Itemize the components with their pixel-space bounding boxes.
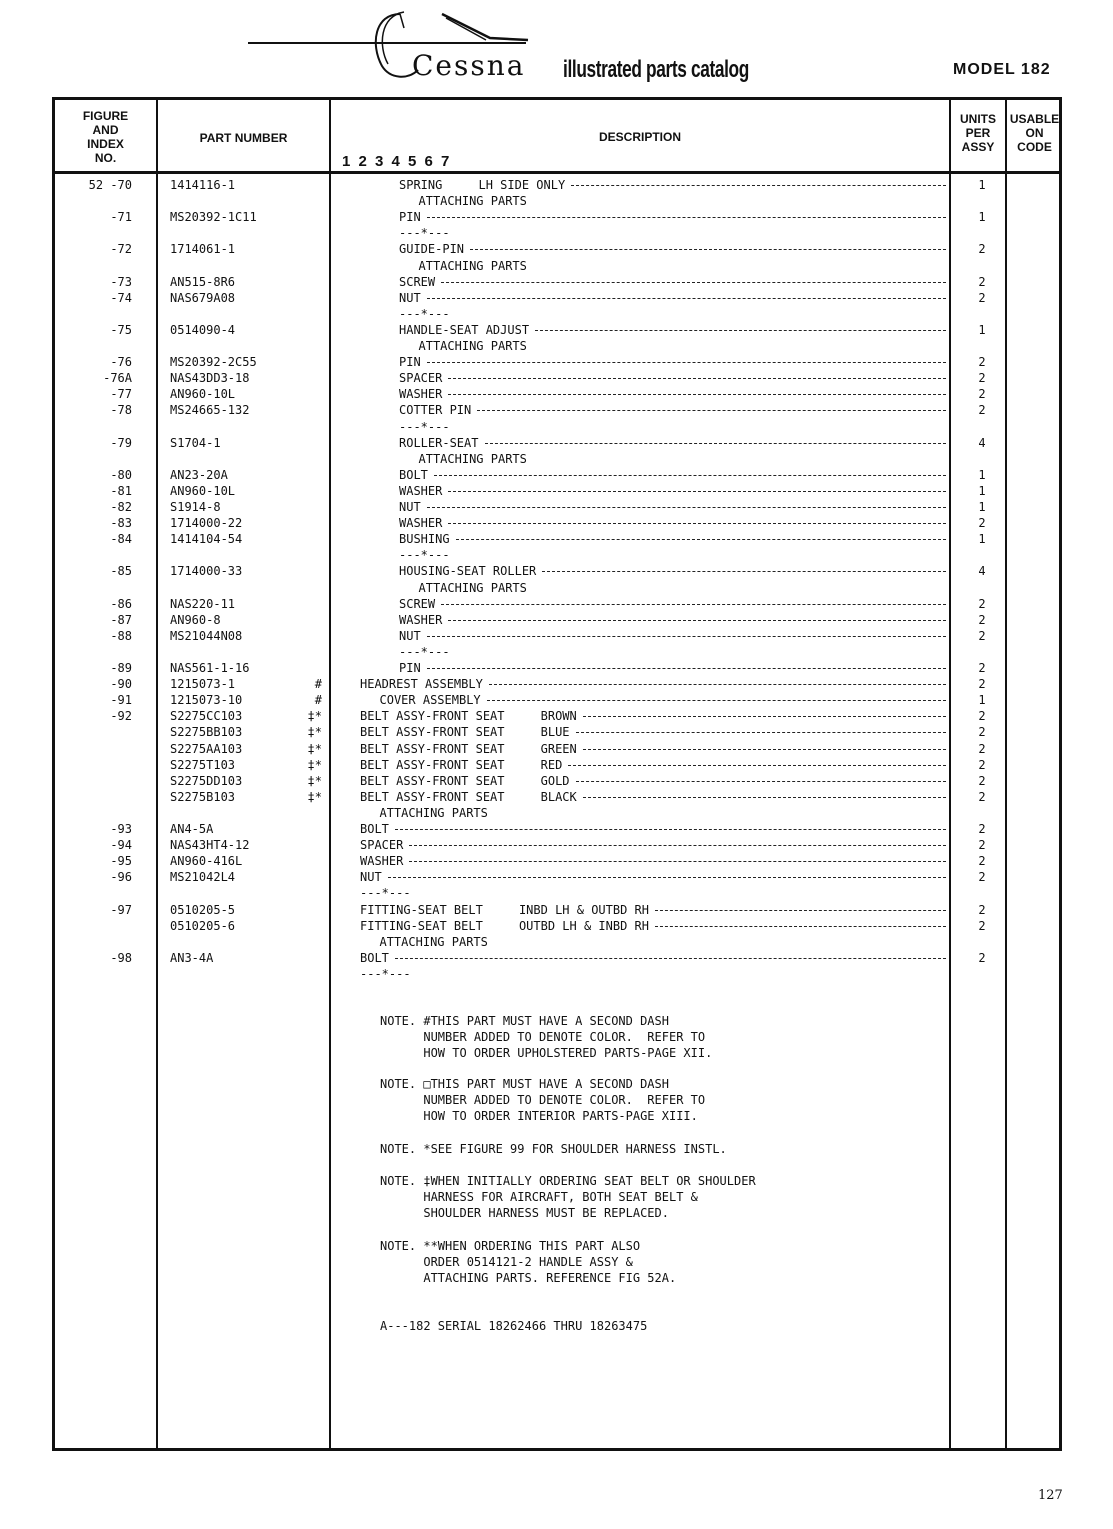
figure-index: -73 (110, 274, 132, 289)
catalog-note: NOTE. □THIS PART MUST HAVE A SECOND DASH NUMBER ADDED TO DENOTE COLOR. REFER TO HOW TO ORDER INTERIOR PARTS-PAGE XIII. (380, 1077, 706, 1123)
figure-index: -79 (110, 435, 132, 450)
table-row (0, 837, 1113, 853)
part-number: AN960-10L (170, 483, 236, 498)
leader-line (568, 765, 946, 766)
part-description: BELT ASSY-FRONT SEAT RED (360, 757, 563, 772)
catalog-note: NOTE. #THIS PART MUST HAVE A SECOND DASH NUMBER ADDED TO DENOTE COLOR. REFER TO HOW TO ORDER UPHOLSTERED PARTS-PAGE XII. (380, 1014, 713, 1060)
part-marker: # (314, 693, 322, 708)
table-row (0, 885, 1113, 901)
figure-index: -72 (110, 242, 132, 257)
part-number: NAS43HT4-12 (170, 838, 250, 853)
units-per-assy: 1 (978, 693, 986, 708)
part-description: WASHER (399, 483, 443, 498)
table-row (0, 692, 1113, 708)
table-row (0, 918, 1113, 934)
leader-line (456, 539, 946, 540)
part-description: WASHER (399, 612, 443, 627)
part-description: HEADREST ASSEMBLY (360, 677, 483, 692)
part-description: FITTING-SEAT BELT INBD LH & OUTBD RH (360, 902, 649, 917)
leader-line (434, 475, 946, 476)
part-number: AN3-4A (170, 950, 214, 965)
serial-effectivity-note: A---182 SERIAL 18262466 THRU 18263475 (380, 1319, 648, 1333)
part-number: 1714000-22 (170, 516, 243, 531)
model-label: MODEL 182 (953, 61, 1051, 78)
part-description: SCREW (399, 274, 436, 289)
column-header-description: DESCRIPTION (598, 130, 681, 144)
leader-line (470, 249, 946, 250)
figure-index: -80 (110, 467, 132, 482)
leader-line (477, 410, 946, 411)
units-per-assy: 2 (978, 757, 986, 772)
table-row (0, 708, 1113, 724)
table-row (0, 563, 1113, 579)
table-row (0, 515, 1113, 531)
part-description: COVER ASSEMBLY (379, 693, 481, 708)
part-description: SPRING LH SIDE ONLY (399, 178, 566, 192)
part-number: MS21044N08 (170, 628, 243, 643)
table-row (0, 209, 1113, 225)
figure-index: -94 (110, 838, 132, 853)
table-row (0, 402, 1113, 418)
column-header-units: UNITS PER ASSY (960, 112, 996, 154)
part-description: NUT (360, 870, 382, 885)
part-description: BELT ASSY-FRONT SEAT BLUE (360, 725, 570, 740)
units-per-assy: 2 (978, 516, 986, 531)
part-description: ---*--- (399, 644, 450, 659)
part-number: NAS561-1-16 (170, 661, 250, 675)
table-row (0, 869, 1113, 885)
part-number: AN515-8R6 (170, 274, 236, 289)
table-row (0, 789, 1113, 805)
part-description: NUT (399, 628, 421, 643)
table-row (0, 435, 1113, 451)
part-number: AN960-10L (170, 387, 236, 402)
leader-line (427, 362, 946, 363)
leader-line (427, 507, 946, 508)
part-number: S2275T103 (170, 757, 236, 772)
leader-line (571, 185, 946, 186)
part-description: ---*--- (360, 886, 411, 901)
part-description: ATTACHING PARTS (418, 258, 527, 273)
leader-line (409, 845, 946, 846)
part-description: SPACER (399, 371, 443, 386)
part-description: ATTACHING PARTS (418, 451, 527, 466)
table-row (0, 644, 1113, 660)
leader-line (542, 571, 946, 572)
table-row (0, 934, 1113, 950)
units-per-assy: 2 (978, 789, 986, 804)
brand-name: Cessna (412, 49, 526, 82)
figure-index: -81 (110, 483, 132, 498)
leader-line (441, 282, 946, 283)
leader-line (388, 877, 946, 878)
part-description: ---*--- (360, 966, 411, 981)
part-description: NUT (399, 500, 421, 514)
part-description: ---*--- (399, 226, 450, 241)
table-row (0, 258, 1113, 274)
part-description: ---*--- (399, 306, 450, 321)
part-number: NAS679A08 (170, 290, 236, 305)
figure-index: -76 (110, 355, 132, 370)
units-per-assy: 2 (978, 773, 986, 788)
leader-line (448, 491, 946, 492)
part-description: ATTACHING PARTS (418, 339, 527, 353)
part-number: 0514090-4 (170, 322, 236, 337)
part-number: 0510205-5 (170, 902, 236, 917)
table-row (0, 773, 1113, 789)
part-description: WASHER (399, 516, 443, 531)
units-per-assy: 2 (978, 950, 986, 965)
table-row (0, 805, 1113, 821)
figure-index: -87 (110, 612, 132, 627)
part-description: WASHER (399, 387, 443, 402)
part-description: FITTING-SEAT BELT OUTBD LH & INBD RH (360, 918, 649, 933)
leader-line (427, 668, 946, 669)
leader-line (427, 298, 946, 299)
units-per-assy: 2 (978, 274, 986, 289)
units-per-assy: 2 (978, 355, 986, 370)
part-description: BELT ASSY-FRONT SEAT BLACK (360, 789, 577, 804)
leader-line (583, 716, 946, 717)
figure-index: -92 (110, 709, 132, 724)
part-description: BUSHING (399, 532, 450, 547)
table-row (0, 757, 1113, 773)
figure-index: -95 (110, 854, 132, 869)
part-marker: ‡* (307, 725, 322, 740)
table-row (0, 467, 1113, 483)
leader-line (576, 732, 946, 733)
part-number: 1714000-33 (170, 564, 243, 579)
units-per-assy: 2 (978, 242, 986, 257)
column-header-part-number: PART NUMBER (199, 131, 288, 145)
table-row (0, 612, 1113, 628)
units-per-assy: 2 (978, 870, 986, 885)
table-row (0, 193, 1113, 209)
table-row (0, 741, 1113, 757)
part-number: 1714061-1 (170, 242, 236, 257)
part-description: ATTACHING PARTS (418, 580, 527, 595)
part-number: MS20392-1C11 (170, 210, 257, 225)
part-marker: ‡* (307, 757, 322, 772)
catalog-note: NOTE. ‡WHEN INITIALLY ORDERING SEAT BELT OR SHOULDER HARNESS FOR AIRCRAFT, BOTH SEAT BELT & SHOULDER HARNESS MUST BE REPLACED. (380, 1174, 756, 1220)
units-per-assy: 1 (978, 467, 986, 482)
part-number: AN4-5A (170, 822, 214, 836)
figure-index: -74 (110, 290, 132, 305)
units-per-assy: 2 (978, 709, 986, 724)
units-per-assy: 2 (978, 628, 986, 643)
table-row (0, 628, 1113, 644)
leader-line (448, 394, 946, 395)
table-row (0, 290, 1113, 306)
figure-index: 52 -70 (88, 178, 132, 192)
part-description: ROLLER-SEAT (399, 435, 479, 450)
part-number: S2275B103 (170, 789, 236, 804)
leader-line (395, 829, 946, 830)
figure-index: -88 (110, 628, 132, 643)
part-number: NAS43DD3-18 (170, 371, 250, 386)
part-description: BELT ASSY-FRONT SEAT GOLD (360, 773, 570, 788)
units-per-assy: 1 (978, 322, 986, 337)
figure-index: -71 (110, 210, 132, 225)
part-number: 1414104-54 (170, 532, 243, 547)
table-row (0, 322, 1113, 338)
part-description: BOLT (360, 822, 389, 836)
figure-index: -77 (110, 387, 132, 402)
part-description: PIN (399, 210, 421, 225)
units-per-assy: 2 (978, 612, 986, 627)
table-row (0, 338, 1113, 354)
part-number: 1215073-10 (170, 693, 243, 708)
part-number: S2275DD103 (170, 773, 243, 788)
table-row (0, 660, 1113, 676)
units-per-assy: 4 (978, 564, 986, 579)
figure-index: -76A (103, 371, 132, 386)
table-row (0, 483, 1113, 499)
figure-index: -82 (110, 500, 132, 514)
table-row (0, 451, 1113, 467)
table-row (0, 821, 1113, 837)
units-per-assy: 2 (978, 661, 986, 675)
part-description: BOLT (360, 950, 389, 965)
units-per-assy: 1 (978, 500, 986, 514)
table-row (0, 386, 1113, 402)
part-number: 1215073-1 (170, 677, 236, 692)
figure-index: -75 (110, 322, 132, 337)
leader-line (655, 910, 946, 911)
table-row (0, 370, 1113, 386)
part-description: ---*--- (399, 548, 450, 563)
part-number: AN23-20A (170, 467, 228, 482)
figure-index: -85 (110, 564, 132, 579)
part-description: WASHER (360, 854, 404, 869)
table-row (0, 499, 1113, 515)
leader-line (489, 684, 946, 685)
part-marker: ‡* (307, 789, 322, 804)
part-description: BOLT (399, 467, 428, 482)
indent-scale: 1 2 3 4 5 6 7 (342, 153, 452, 170)
units-per-assy: 2 (978, 822, 986, 836)
table-row (0, 241, 1113, 257)
catalog-title: illustrated parts catalog (563, 56, 749, 83)
units-per-assy: 2 (978, 403, 986, 418)
leader-line (583, 797, 946, 798)
table-row (0, 966, 1113, 982)
part-description: ---*--- (399, 419, 450, 434)
part-number: 1414116-1 (170, 178, 236, 192)
part-marker: ‡* (307, 741, 322, 756)
figure-index: -93 (110, 822, 132, 836)
part-description: COTTER PIN (399, 403, 472, 418)
catalog-note: NOTE. *SEE FIGURE 99 FOR SHOULDER HARNESS INSTL. (380, 1142, 727, 1156)
units-per-assy: 2 (978, 838, 986, 853)
units-per-assy: 2 (978, 596, 986, 611)
units-per-assy: 2 (978, 290, 986, 305)
part-number: MS21042L4 (170, 870, 236, 885)
figure-index: -78 (110, 403, 132, 418)
figure-index: -83 (110, 516, 132, 531)
units-per-assy: 1 (978, 532, 986, 547)
table-row (0, 902, 1113, 918)
table-row (0, 225, 1113, 241)
units-per-assy: 2 (978, 902, 986, 917)
part-description: HOUSING-SEAT ROLLER (399, 564, 537, 579)
units-per-assy: 2 (978, 677, 986, 692)
part-description: ATTACHING PARTS (379, 805, 488, 820)
leader-line (427, 217, 946, 218)
part-description: ATTACHING PARTS (379, 934, 488, 949)
table-row (0, 419, 1113, 435)
leader-line (441, 604, 946, 605)
table-row (0, 177, 1113, 193)
part-description: SCREW (399, 596, 436, 611)
page-header (0, 0, 1113, 95)
leader-line (535, 330, 946, 331)
part-number: AN960-8 (170, 612, 221, 627)
part-number: S2275AA103 (170, 741, 243, 756)
figure-index: -89 (110, 661, 132, 675)
part-marker: ‡* (307, 773, 322, 788)
table-row (0, 596, 1113, 612)
figure-index: -96 (110, 870, 132, 885)
figure-index: -97 (110, 902, 132, 917)
leader-line (485, 443, 946, 444)
figure-index: -91 (110, 693, 132, 708)
table-row (0, 354, 1113, 370)
part-description: ATTACHING PARTS (418, 194, 527, 209)
leader-line (427, 636, 946, 637)
header-rule (55, 171, 1059, 174)
table-row (0, 853, 1113, 869)
units-per-assy: 2 (978, 725, 986, 740)
part-number: S2275BB103 (170, 725, 243, 740)
leader-line (448, 523, 946, 524)
units-per-assy: 2 (978, 387, 986, 402)
part-number: S1704-1 (170, 435, 221, 450)
units-per-assy: 1 (978, 178, 986, 192)
units-per-assy: 2 (978, 371, 986, 386)
part-description: PIN (399, 355, 421, 370)
part-number: S1914-8 (170, 500, 221, 514)
part-marker: ‡* (307, 709, 322, 724)
part-description: SPACER (360, 838, 404, 853)
part-number: AN960-416L (170, 854, 243, 869)
part-number: MS24665-132 (170, 403, 250, 418)
part-description: BELT ASSY-FRONT SEAT BROWN (360, 709, 577, 724)
table-row (0, 676, 1113, 692)
units-per-assy: 4 (978, 435, 986, 450)
leader-line (576, 781, 946, 782)
part-marker: # (314, 677, 322, 692)
table-row (0, 547, 1113, 563)
part-description: GUIDE-PIN (399, 242, 465, 257)
leader-line (487, 700, 946, 701)
units-per-assy: 2 (978, 741, 986, 756)
leader-line (409, 861, 946, 862)
table-row (0, 580, 1113, 596)
units-per-assy: 1 (978, 210, 986, 225)
part-number: 0510205-6 (170, 918, 236, 933)
table-row (0, 531, 1113, 547)
figure-index: -84 (110, 532, 132, 547)
part-number: S2275CC103 (170, 709, 243, 724)
table-row (0, 274, 1113, 290)
page-number: 127 (1038, 1488, 1063, 1503)
column-header-usable: USABLE ON CODE (1009, 112, 1060, 154)
units-per-assy: 2 (978, 918, 986, 933)
units-per-assy: 1 (978, 483, 986, 498)
figure-index: -98 (110, 950, 132, 965)
part-description: NUT (399, 290, 421, 305)
part-description: PIN (399, 661, 421, 675)
part-description: HANDLE-SEAT ADJUST (399, 322, 530, 337)
figure-index: -86 (110, 596, 132, 611)
part-description: BELT ASSY-FRONT SEAT GREEN (360, 741, 577, 756)
part-number: MS20392-2C55 (170, 355, 257, 370)
leader-line (448, 378, 946, 379)
units-per-assy: 2 (978, 854, 986, 869)
table-row (0, 950, 1113, 966)
catalog-note: NOTE. **WHEN ORDERING THIS PART ALSO ORDER 0514121-2 HANDLE ASSY & ATTACHING PARTS. REFERENCE FIG 52A. (380, 1239, 677, 1285)
table-row (0, 306, 1113, 322)
leader-line (395, 958, 946, 959)
figure-index: -90 (110, 677, 132, 692)
leader-line (655, 926, 946, 927)
part-number: NAS220-11 (170, 596, 236, 611)
column-header-figure: FIGURE AND INDEX NO. (82, 109, 129, 165)
leader-line (583, 749, 946, 750)
leader-line (448, 620, 946, 621)
table-row (0, 724, 1113, 740)
